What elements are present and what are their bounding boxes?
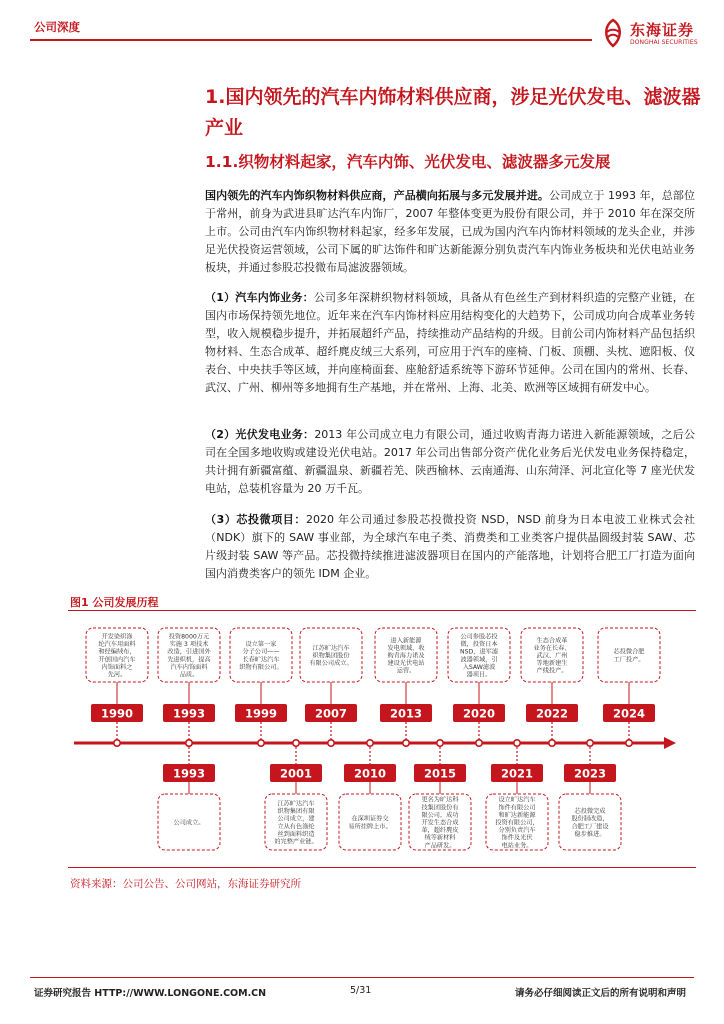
paragraph-auto-interior <box>205 289 695 397</box>
year-label: 2007 <box>314 706 348 721</box>
timeline-node <box>549 740 555 746</box>
event-description-line: 技集团股份有 <box>421 804 459 812</box>
timeline-node <box>367 740 373 746</box>
year-label: 1999 <box>244 706 278 721</box>
year-label: 1990 <box>100 706 134 721</box>
timeline-node <box>587 740 593 746</box>
year-label: 1993 <box>172 706 206 721</box>
event-description-line: 分别负责汽车 <box>498 827 536 835</box>
paragraph-chip-project-body: 2020 年公司通过参股芯投微投资 NSD，NSD 前身为日本电波工业株式会社（NDK）旗下的 SAW 事业部，为全球汽车电子类、消费类和工业类客户提供晶圆级封装 SAW、芯片级封装 SAW 等产品。芯投微持续推进滤波器项目在国内的产能落地，计划将合肥工厂打造为面向国内消费类客户的领先 IDM 企业。 <box>205 513 695 580</box>
footer-divider <box>30 977 694 978</box>
event-description-line: 业务在长春、 <box>533 644 571 652</box>
timeline-node <box>293 740 299 746</box>
timeline-arrow-icon <box>664 737 676 749</box>
event-description-line: 改造，引进国外 <box>167 648 211 656</box>
event-description-line: 设立第一家 <box>245 641 277 649</box>
event-description-line: 稳步推进。 <box>574 830 606 838</box>
event-description-line: 丝到面料织造 <box>277 830 315 838</box>
event-description-line: 分子公司—— <box>242 648 280 656</box>
event-description-line: 实施 3 项技术 <box>169 641 209 649</box>
event-description-line: 生态合成革 <box>536 637 568 645</box>
paragraph-chip-project <box>205 511 695 583</box>
event-description-line: 易所挂牌上市。 <box>348 823 392 831</box>
year-label: 2001 <box>279 766 313 781</box>
header-divider <box>30 39 592 41</box>
timeline-node <box>626 740 632 746</box>
event-description-line: 限公司，成功 <box>421 811 459 819</box>
event-description-line: 运营。 <box>396 667 416 675</box>
timeline-node <box>476 740 482 746</box>
event-description-line: 合肥工厂建设 <box>571 823 609 831</box>
event-description-line: 长春旷达汽车 <box>242 656 280 664</box>
event-description-line: 先河。 <box>107 671 127 679</box>
event-description-line: 绒等新材料 <box>424 834 456 842</box>
event-description-line: 开发染织涤 <box>101 633 133 641</box>
event-description-line: 武汉、广州 <box>536 652 568 660</box>
event-description-line: 进入新能源 <box>390 637 422 645</box>
development-timeline <box>68 612 696 866</box>
year-label: 2010 <box>353 766 387 781</box>
paragraph-auto-interior-lead: （1）汽车内饰业务： <box>205 291 314 304</box>
logo-english-name: DONGHAI SECURITIES <box>630 39 698 46</box>
figure-bottom-rule <box>68 867 696 868</box>
event-description-line: 设立旷达汽车 <box>498 796 536 804</box>
figure-title: 图1 公司发展历程 <box>70 596 159 609</box>
event-description-line: 的完整产业链。 <box>274 838 318 846</box>
footer-disclaimer: 请务必仔细阅读正文后的所有说明和声明 <box>515 988 687 999</box>
event-description-line: 建设光伏电站 <box>387 660 425 668</box>
event-description-line: 股份制改造， <box>571 815 609 823</box>
timeline-node <box>403 740 409 746</box>
event-description-line: 和经编绒布， <box>98 648 136 656</box>
event-description-line: 开发生态合成 <box>421 819 459 827</box>
event-description-line: 革，超纤麂皮 <box>421 827 459 835</box>
event-description-line: 先进织机，提高 <box>167 656 211 664</box>
event-description-line: NSD，进军滤 <box>459 648 499 656</box>
logo-chinese-name: 东海证券 <box>630 21 695 39</box>
event-description-line: 等地新建生 <box>536 660 568 668</box>
event-description-line: 江苏旷达汽车 <box>312 644 350 652</box>
event-description-line: 产线投产。 <box>536 667 568 675</box>
paragraph-chip-project-lead: （3）芯投微项目： <box>205 513 306 526</box>
event-description-line: 江苏旷达汽车 <box>277 800 315 808</box>
event-description-line: 投资有限公司， <box>495 819 539 827</box>
event-description-line: 波器领域，引 <box>460 656 498 664</box>
event-description-line: 织物集团有限 <box>277 808 315 816</box>
year-label: 2024 <box>612 706 646 721</box>
event-description-line: 电站业务。 <box>501 842 533 850</box>
year-label: 2022 <box>535 706 569 721</box>
timeline-node <box>328 740 334 746</box>
year-label: 2023 <box>573 766 607 781</box>
event-description-line: 投资8000万元 <box>168 633 210 641</box>
footer-website: 证券研究报告 HTTP://WWW.LONGONE.COM.CN <box>34 988 267 999</box>
company-logo <box>600 18 700 54</box>
paragraph-pv-power-body: 2013 年公司成立电力有限公司，通过收购青海力诺进入新能源领域，之后公司在全国多地收购或建设光伏电站。2017 年公司出售部分资产优化业务后光伏发电业务保持稳定，共计拥有新疆富蕴、新疆温泉、新疆若羌、陕西榆林、云南通海、山东菏泽、河北宣化等 7 座光伏发电站，总装机容量为 20 万千瓦。 <box>205 428 695 495</box>
event-description-line: 饰件有限公司 <box>498 804 536 812</box>
paragraph-overview-body: 公司成立于 1993 年，总部位于常州，前身为武进县旷达汽车内饰厂，2007 年整体变更为股份有限公司，并于 2010 年在深交所上市。公司由汽车内饰织物材料起家，经多年发展，已成为国内汽车内饰材料领域的龙头企业，并涉足光伏投资运营领域，公司下属的旷达饰件和旷达新能源分别负责汽车内饰业务板块和光伏电站业务板块，并通过参股芯投微布局滤波器领域。 <box>205 189 695 274</box>
event-description-line: 立从有色涤纶 <box>277 823 315 831</box>
timeline-node <box>114 740 120 746</box>
timeline-node <box>186 740 192 746</box>
event-description-line: 内饰面料之 <box>101 663 133 671</box>
event-description-line: 饰件及光伏 <box>501 834 533 842</box>
year-label: 1993 <box>172 766 206 781</box>
event-description-line: 入SAW滤波 <box>462 663 496 671</box>
year-label: 2020 <box>462 706 496 721</box>
event-description-line: 品质。 <box>179 671 199 679</box>
paragraph-overview-lead: 国内领先的汽车内饰织物材料供应商，产品横向拓展与多元发展并进。 <box>205 189 549 202</box>
event-description-line: 芯投微合肥 <box>613 648 645 656</box>
paragraph-pv-power-lead: （2）光伏发电业务： <box>205 428 315 441</box>
year-label: 2021 <box>500 766 534 781</box>
subsection-heading: 1.1.织物材料起家，汽车内饰、光伏发电、滤波器多元发展 <box>205 153 611 171</box>
event-description-line: 更名为旷达科 <box>421 796 459 804</box>
year-label: 2013 <box>389 706 423 721</box>
event-description-line: 微，投资日本 <box>460 641 498 649</box>
event-description-line: 织物集团股份 <box>312 652 350 660</box>
event-description-line: 有限公司成立。 <box>309 660 353 668</box>
event-description-line: 工厂投产。 <box>613 656 645 664</box>
section-heading: 1.国内领先的汽车内饰材料供应商，涉足光伏发电、滤波器产业 <box>205 86 701 139</box>
event-description-line: 公司成立。 <box>173 819 205 827</box>
event-description-line: 织物有限公司。 <box>239 663 283 671</box>
event-description-line: 芯投微完成 <box>574 808 606 816</box>
timeline-node <box>514 740 520 746</box>
event-description-line: 产品研发。 <box>424 842 456 850</box>
event-description-line: 器项目。 <box>466 671 492 679</box>
timeline-node <box>258 740 264 746</box>
event-description-line: 购青海力诺及 <box>387 652 425 660</box>
event-description-line: 汽车内饰面料 <box>170 663 208 671</box>
paragraph-overview <box>205 187 695 277</box>
event-description-line: 公司成立，建 <box>277 815 315 823</box>
event-description-line: 公司参股芯投 <box>460 633 498 641</box>
figure-source: 资料来源：公司公告、公司网站，东海证券研究所 <box>70 878 301 890</box>
paragraph-pv-power <box>205 426 695 498</box>
year-label: 2015 <box>423 766 457 781</box>
event-description-line: 开创国内汽车 <box>98 656 136 664</box>
page-number: 5/31 <box>350 985 372 996</box>
event-description-line: 在深圳证券交 <box>351 815 389 823</box>
paragraph-auto-interior-body: 公司多年深耕织物材料领域，具备从有色丝生产到材料织造的完整产业链，在国内市场保持领先地位。近年来在汽车内饰材料应用结构变化的大趋势下，公司成功向合成革业务转型，收入规模稳步提升，并拓展超纤产品，持续推动产品结构的升级。目前公司内饰材料产品包括织物材料、生态合成革、超纤麂皮绒三大系列，可应用于汽车的座椅、门板、顶棚、头枕、遮阳板、仪表台、中央扶手等区域，并向座椅面套、座舱舒适系统等下游环节延伸。公司在国内的常州、长春、武汉、广州、柳州等多地拥有生产基地，并在常州、上海、北美、欧洲等区域拥有研发中心。 <box>205 291 695 394</box>
report-type-tag: 公司深度 <box>34 20 80 34</box>
logo-mark-icon <box>600 18 626 48</box>
event-description-line: 发电领域，收 <box>387 644 425 652</box>
event-description-line: 和旷达新能源 <box>498 811 536 819</box>
event-description-line: 纶汽车用面料 <box>98 641 136 649</box>
timeline-node <box>437 740 443 746</box>
figure-top-rule <box>68 610 696 611</box>
